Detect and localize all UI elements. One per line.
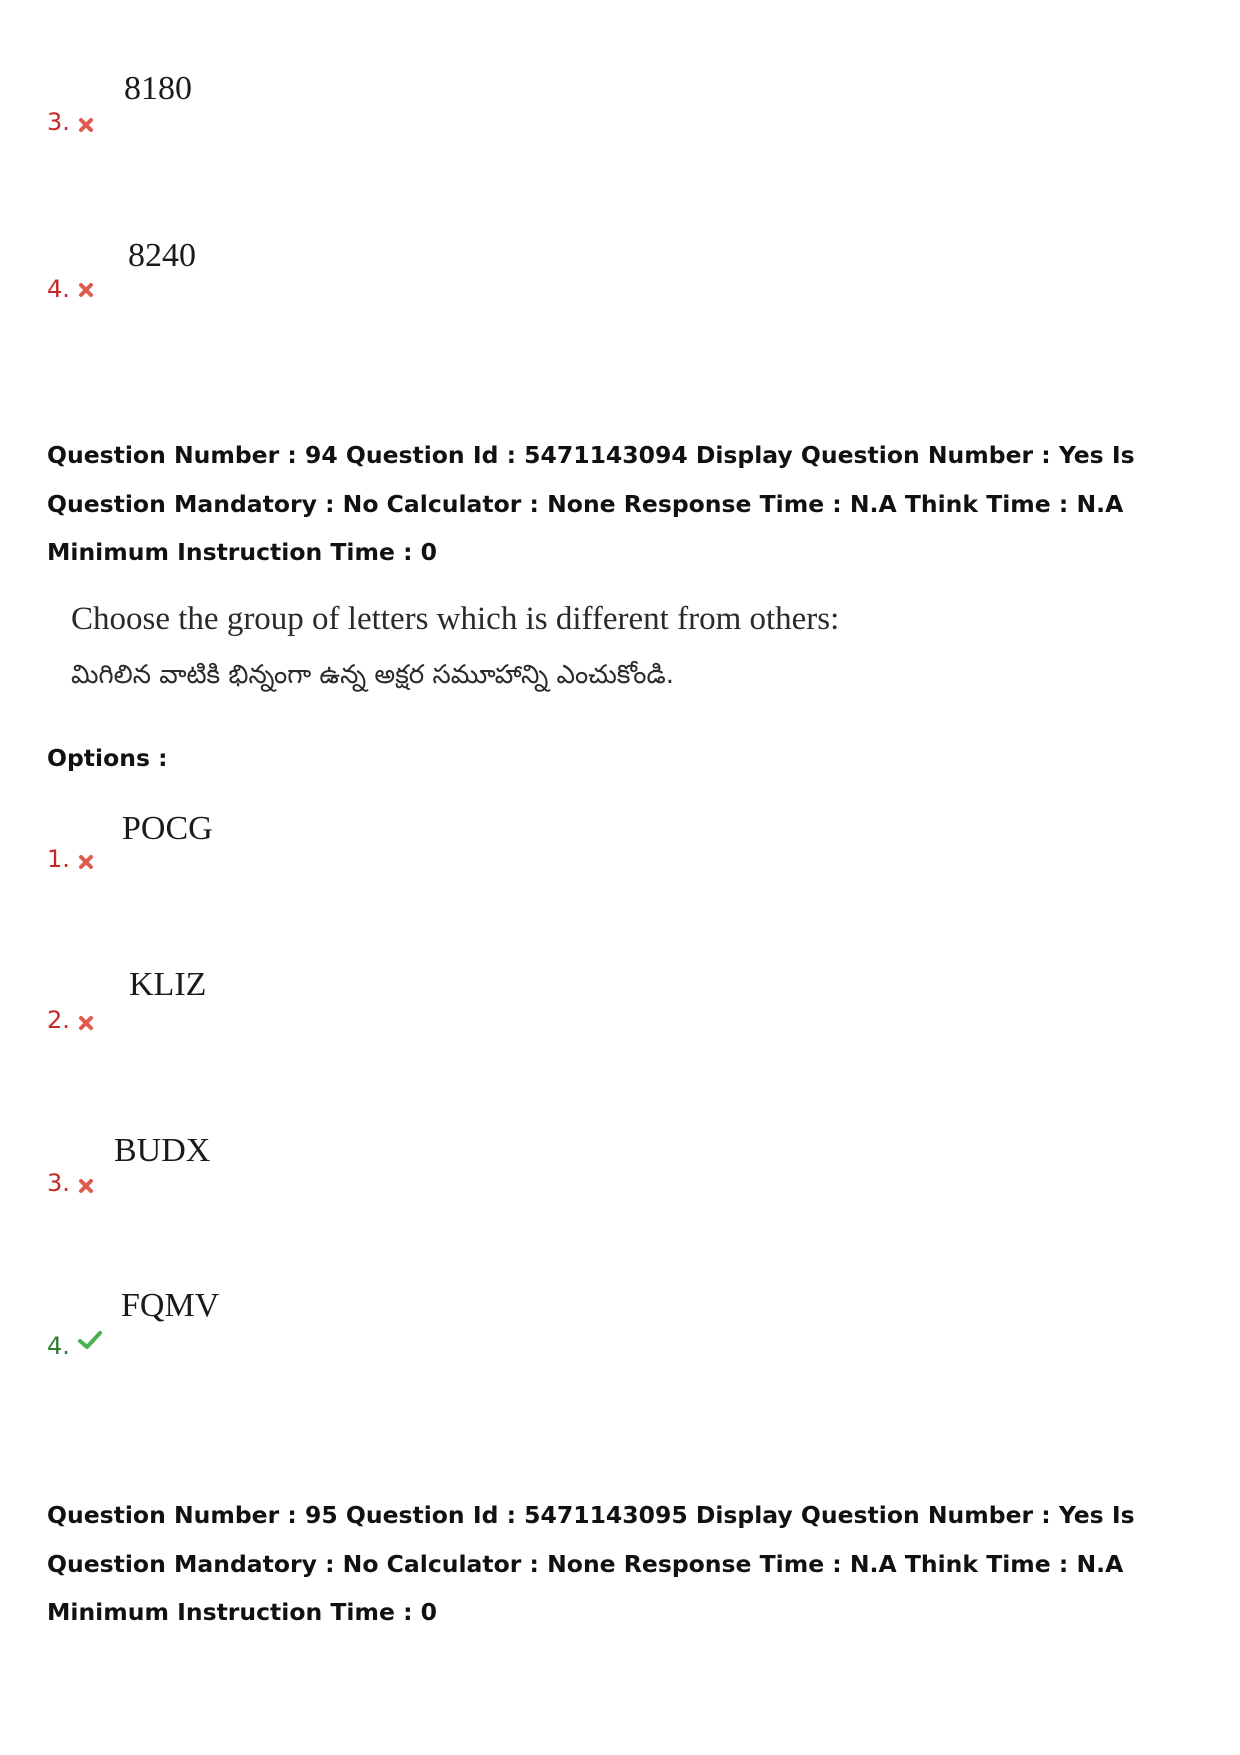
question-94-meta: Question Number : 94 Question Id : 5471143094 Display Question Number : Yes Is Question Mandatory : No Calculator : None Response Time : N.A Think Time : N.A Minimum Instruction Time : 0 [47, 441, 1135, 566]
question-text-telugu: మిగిలిన వాటికి భిన్నంగా ఉన్న అక్షర సమూహాన్ని ఎంచుకోండి. [71, 660, 674, 690]
question-text-english: Choose the group of letters which is different from others: [71, 601, 840, 637]
wrong-cross-icon [77, 116, 95, 134]
q94-option-2 [47, 966, 647, 1086]
options-label: Options : [47, 744, 168, 772]
option-text: 8180 [124, 70, 192, 107]
wrong-cross-icon [77, 1177, 95, 1195]
wrong-cross-icon [77, 853, 95, 871]
question-94-text [71, 599, 1171, 695]
option-text: FQMV [121, 1287, 220, 1324]
option-number: 4. [47, 275, 70, 303]
wrong-cross-icon [77, 281, 95, 299]
prev-option-4 [47, 237, 647, 357]
q94-option-3 [47, 1132, 647, 1252]
question-95-meta: Question Number : 95 Question Id : 5471143095 Display Question Number : Yes Is Question Mandatory : No Calculator : None Response Time : N.A Think Time : N.A Minimum Instruction Time : 0 [47, 1501, 1135, 1626]
wrong-cross-icon [77, 1014, 95, 1032]
prev-option-3 [47, 70, 647, 190]
correct-check-icon [77, 1329, 103, 1351]
option-number: 3. [47, 108, 70, 136]
option-text: KLIZ [129, 966, 207, 1003]
option-number: 4. [47, 1332, 70, 1360]
option-number: 1. [47, 845, 70, 873]
option-number: 3. [47, 1169, 70, 1197]
option-text: POCG [122, 810, 213, 847]
option-text: BUDX [114, 1132, 211, 1169]
option-text: 8240 [128, 237, 196, 274]
option-number: 2. [47, 1006, 70, 1034]
q94-option-1 [47, 810, 647, 930]
q94-option-4 [47, 1287, 647, 1407]
